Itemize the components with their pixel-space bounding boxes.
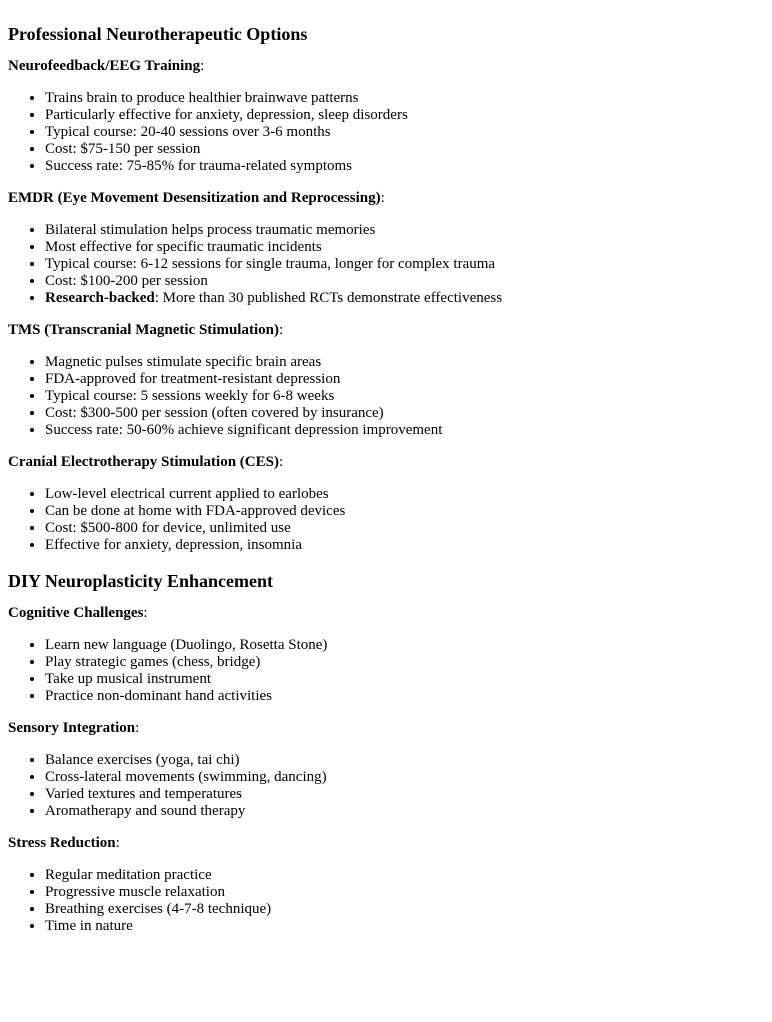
list-item [45,405,764,422]
bullet-list [8,637,764,705]
subsection-heading [8,835,764,852]
list-item-text: Cost: $500-800 for device, unlimited use [45,520,291,536]
subsection-heading-text: Cranial Electrotherapy Stimulation (CES) [8,454,279,470]
subsection-heading-text: Sensory Integration [8,720,136,736]
list-item-text: Cost: $300-500 per session (often covered by insurance) [45,405,384,421]
bullet-list [8,486,764,554]
subsection-heading-text: Cognitive Challenges [8,605,144,621]
list-item-text: Low-level electrical current applied to earlobes [45,486,329,502]
list-item-text: Progressive muscle relaxation [45,884,225,900]
heading-colon: : [278,454,284,470]
list-item-text: Cross-lateral movements (swimming, dancing) [45,769,327,785]
list-item [45,486,764,503]
heading-colon: : [135,720,140,736]
list-item [45,688,764,705]
list-item-text: Bilateral stimulation helps process traumatic memories [45,222,376,238]
list-item [45,803,764,820]
list-item-text: Magnetic pulses stimulate specific brain areas [45,354,322,370]
list-item [45,273,764,290]
list-item-text: Most effective for specific traumatic incidents [45,239,322,255]
list-item-text: Play strategic games (chess, bridge) [45,654,261,670]
list-item-text: Varied textures and temperatures [45,786,242,802]
heading-colon: : [278,322,284,338]
list-item [45,654,764,671]
subsection-heading [8,605,764,622]
list-item [45,637,764,654]
list-item [45,786,764,803]
bullet-list [8,354,764,439]
list-item [45,671,764,688]
list-item [45,901,764,918]
list-item [45,371,764,388]
section-title: Professional Neurotherapeutic Options [8,24,308,44]
list-item-text: Typical course: 5 sessions weekly for 6-8 weeks [45,388,335,404]
heading-colon: : [200,58,205,74]
list-item [45,884,764,901]
list-item-text: Typical course: 6-12 sessions for single trauma, longer for complex trauma [45,256,496,272]
list-item [45,752,764,769]
subsection-heading [8,322,764,339]
list-item [45,867,764,884]
list-item-text: Typical course: 20-40 sessions over 3-6 months [45,124,331,140]
list-item [45,222,764,239]
list-item [45,158,764,175]
list-item-text: Cost: $100-200 per session [45,273,208,289]
bullet-list [8,867,764,935]
list-item-text: Balance exercises (yoga, tai chi) [45,752,240,768]
list-item-text: FDA-approved for treatment-resistant depression [45,371,341,387]
list-item-text: Take up musical instrument [45,671,211,687]
list-item-text: Breathing exercises (4-7-8 technique) [45,901,272,917]
subsection-heading [8,190,764,207]
heading-colon: : [380,190,385,206]
list-item [45,90,764,107]
list-item-text: Aromatherapy and sound therapy [45,803,246,819]
list-item [45,918,764,935]
list-item-text: Can be done at home with FDA-approved devices [45,503,346,519]
heading-colon: : [115,835,120,851]
bullet-list [8,222,764,307]
list-item-text: Particularly effective for anxiety, depression, sleep disorders [45,107,408,123]
list-item [45,503,764,520]
list-item [45,290,764,307]
list-item-text: Practice non-dominant hand activities [45,688,273,704]
list-item-text: Learn new language (Duolingo, Rosetta Stone) [45,637,328,653]
list-item [45,256,764,273]
document-body [0,23,772,935]
list-item [45,520,764,537]
list-item-text: Trains brain to produce healthier brainwave patterns [45,90,359,106]
section-title: DIY Neuroplasticity Enhancement [8,571,273,591]
list-item [45,537,764,554]
subsection-heading [8,720,764,737]
list-item [45,422,764,439]
list-item-text: : More than 30 published RCTs demonstrate effectiveness [154,290,503,306]
list-item [45,239,764,256]
list-item-bold-label: Research-backed [45,290,155,306]
list-item [45,769,764,786]
list-item-text: Effective for anxiety, depression, insomnia [45,537,303,553]
bullet-list [8,90,764,175]
list-item-text: Time in nature [45,918,133,934]
subsection-heading-text: EMDR (Eye Movement Desensitization and Reprocessing) [8,190,381,206]
list-item [45,388,764,405]
subsection-heading [8,454,764,471]
list-item [45,354,764,371]
subsection-heading [8,58,764,75]
heading-colon: : [143,605,148,621]
list-item-text: Regular meditation practice [45,867,212,883]
list-item [45,141,764,158]
subsection-heading-text: Neurofeedback/EEG Training [8,58,201,74]
bullet-list [8,752,764,820]
subsection-heading-text: TMS (Transcranial Magnetic Stimulation) [8,322,279,338]
list-item-text: Success rate: 75-85% for trauma-related symptoms [45,158,352,174]
list-item [45,124,764,141]
list-item-text: Cost: $75-150 per session [45,141,201,157]
list-item-text: Success rate: 50-60% achieve significant depression improvement [45,422,443,438]
subsection-heading-text: Stress Reduction [8,835,116,851]
list-item [45,107,764,124]
